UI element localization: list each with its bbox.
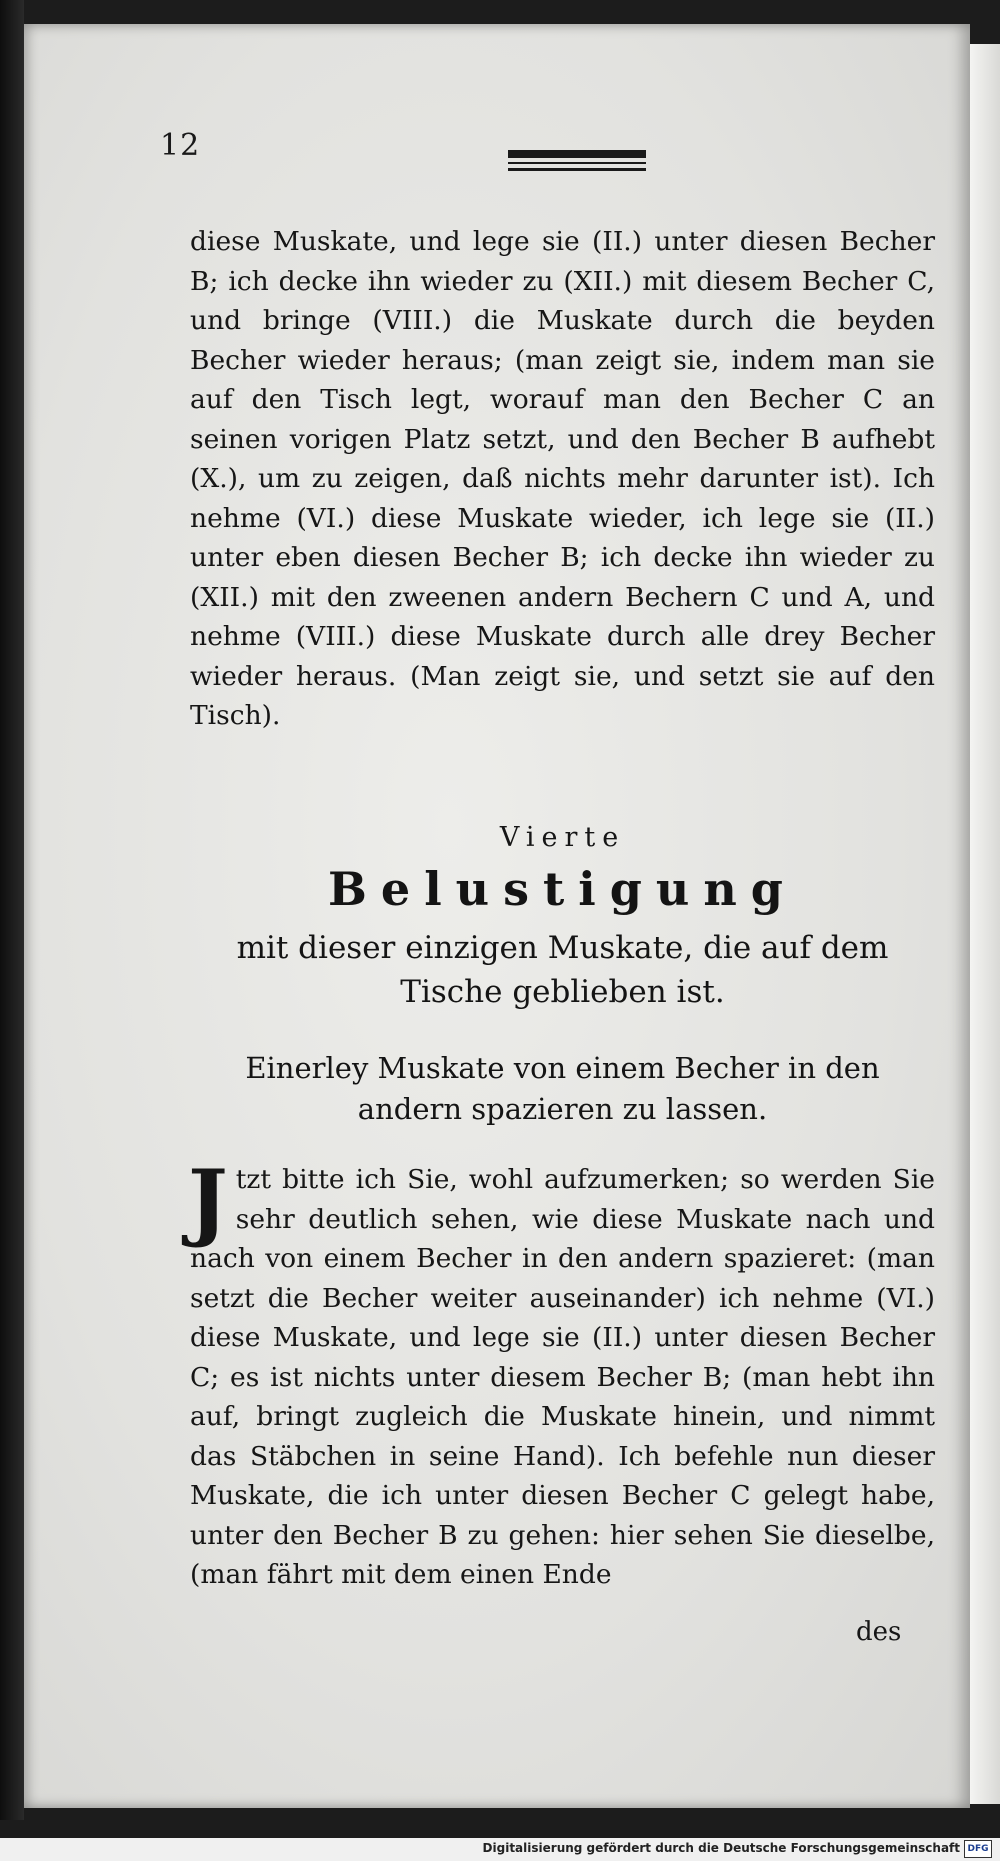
catchword: des <box>856 1617 902 1647</box>
footer-credit: Digitalisierung gefördert durch die Deutsche Forschungsgemeinschaft <box>482 1841 960 1855</box>
next-page-edge <box>970 44 1000 1804</box>
section-heading-vierte: Vierte <box>499 822 626 853</box>
header-ornament-rule <box>508 150 646 172</box>
body-paragraph-2 <box>188 1151 935 1595</box>
section-heading-description: mit dieser einzigen Muskate, die auf dem Tische geblieben ist. <box>236 930 889 1010</box>
paragraph-2-text: tzt bitte ich Sie, wohl aufzumerken; so werden Sie sehr deutlich sehen, wie diese Muskate nach und nach von einem Becher in den andern spazieret: (man setzt die Becher weiter auseinander) ich nehme (VI.) diese Muskate, und lege sie (II.) unter diesen Becher C; es ist nichts unter diesem Becher B; (man hebt ihn auf, bringt zugleich die Muskate hinein, und nimmt das Stäbchen in seine Hand). Ich befehle nun dieser Muskate, die ich unter diesen Becher C gelegt habe, unter den Becher B zu gehen: hier sehen Sie dieselbe, (man fährt mit dem einen Ende <box>190 1164 935 1590</box>
book-spine <box>0 0 24 1820</box>
body-paragraph-1 <box>190 222 935 736</box>
page-number: 12 <box>160 128 201 163</box>
section-heading-belustigung: Belustigung <box>328 862 797 916</box>
trick-subheading: Einerley Muskate von einem Becher in den andern spazieren zu lassen. <box>245 1051 880 1126</box>
paragraph-1-text: diese Muskate, und lege sie (II.) unter diesen Becher B; ich decke ihn wieder zu (XII.) mit diesem Becher C, und bringe (VIII.) die Muskate durch die beyden Becher wieder heraus; (man zeigt sie, indem man sie auf den Tisch legt, worauf man den Becher C an seinen vorigen Platz setzt, und den Becher B aufhebt (X.), um zu zeigen, daß nichts mehr darunter ist). Ich nehme (VI.) diese Muskate wieder, ich lege sie (II.) unter eben diesen Becher B; ich decke ihn wieder zu (XII.) mit den zweenen andern Bechern C und A, und nehme (VIII.) diese Muskate durch alle drey Becher wieder heraus. (Man zeigt sie, und setzt sie auf den Tisch). <box>190 226 935 731</box>
dfg-logo-icon: DFG <box>964 1840 992 1858</box>
drop-cap: J <box>188 1151 228 1250</box>
